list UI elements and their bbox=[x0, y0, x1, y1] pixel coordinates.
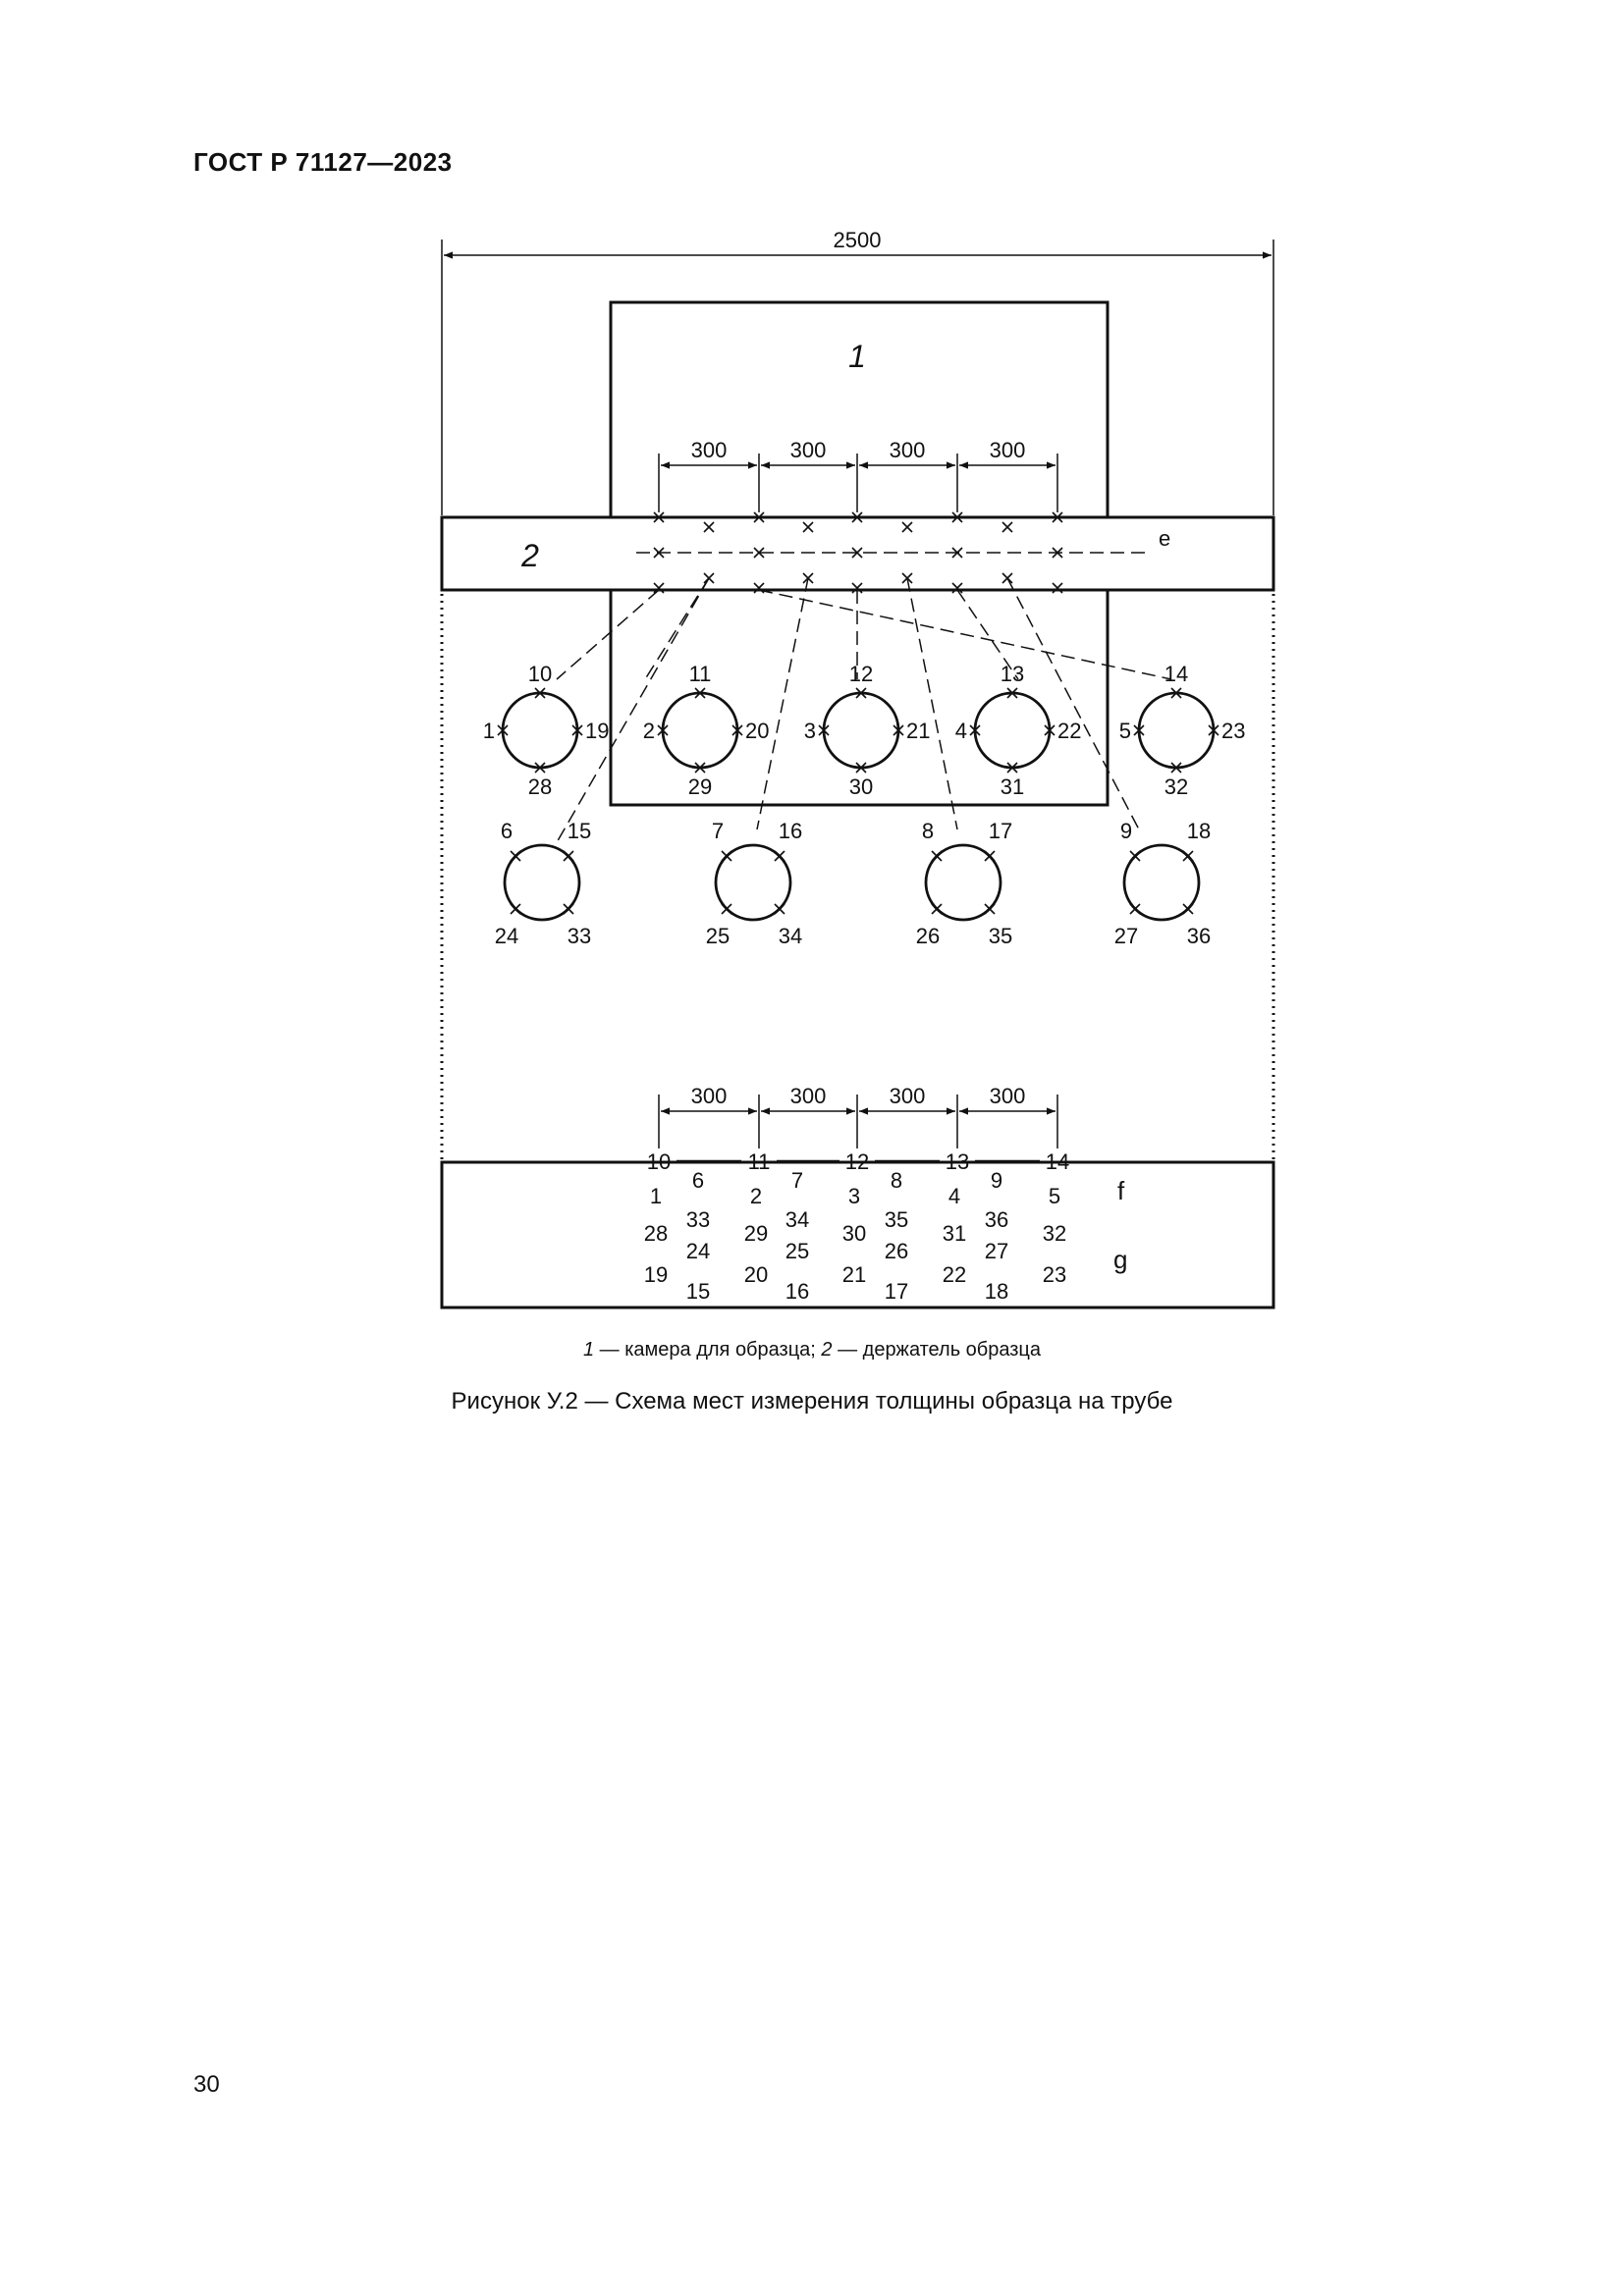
strip-value-main: 4 bbox=[947, 1184, 961, 1208]
circle-label-bottom: 28 bbox=[527, 774, 553, 799]
holder-label: 2 bbox=[521, 538, 539, 573]
circle-label-right: 23 bbox=[1221, 719, 1246, 743]
figure-caption: Рисунок У.2 — Схема мест измерения толщины образца на трубе bbox=[451, 1388, 1173, 1415]
circle-point-mark bbox=[1130, 851, 1140, 861]
circle-point-mark bbox=[1183, 904, 1193, 914]
strip-value-between: 26 bbox=[884, 1239, 909, 1263]
strip-tick-label: 13 bbox=[945, 1149, 970, 1174]
label-f: f bbox=[1117, 1176, 1125, 1205]
strip-value-between: 36 bbox=[984, 1207, 1009, 1232]
circle-label-top: 13 bbox=[1000, 662, 1025, 686]
circle-label-bottom-right: 33 bbox=[567, 924, 592, 948]
strip-value-main: 19 bbox=[643, 1262, 669, 1287]
measurement-circle bbox=[503, 693, 577, 768]
measurement-circle bbox=[1139, 693, 1214, 768]
circle-label-right: 21 bbox=[906, 719, 931, 743]
circle-label-bottom-right: 34 bbox=[778, 924, 803, 948]
circle-label-left: 4 bbox=[954, 719, 967, 743]
strip-value-between: 16 bbox=[785, 1279, 810, 1304]
circle-point-mark bbox=[511, 851, 520, 861]
strip-tick-label: 10 bbox=[646, 1149, 672, 1174]
strip-value-main: 32 bbox=[1042, 1221, 1067, 1246]
circle-label-top: 12 bbox=[848, 662, 874, 686]
strip-value-between: 8 bbox=[890, 1168, 903, 1193]
strip-tick-label: 11 bbox=[747, 1149, 771, 1174]
circle-label-top-left: 7 bbox=[711, 819, 725, 843]
circle-label-left: 5 bbox=[1118, 719, 1131, 743]
strip-value-main: 2 bbox=[749, 1184, 763, 1208]
circle-label-top-right: 18 bbox=[1186, 819, 1212, 843]
circle-label-top-left: 6 bbox=[500, 819, 514, 843]
strip-value-main: 3 bbox=[847, 1184, 861, 1208]
strip-value-between: 25 bbox=[785, 1239, 810, 1263]
circle-point-mark bbox=[511, 904, 520, 914]
circle-label-bottom: 30 bbox=[848, 774, 874, 799]
circle-point-mark bbox=[722, 851, 731, 861]
legend-text-2: — держатель образца bbox=[832, 1339, 1042, 1361]
spacing-label-top: 300 bbox=[989, 438, 1026, 462]
spacing-label-top: 300 bbox=[889, 438, 926, 462]
circle-label-right: 20 bbox=[745, 719, 770, 743]
leader-line-outer bbox=[557, 590, 659, 679]
circle-label-top-left: 8 bbox=[921, 819, 935, 843]
legend-number-2: 2 bbox=[821, 1339, 833, 1361]
standard-header: ГОСТ Р 71127—2023 bbox=[193, 147, 453, 177]
circle-label-bottom-left: 27 bbox=[1113, 924, 1139, 948]
circle-label-bottom-right: 36 bbox=[1186, 924, 1212, 948]
strip-value-between: 33 bbox=[685, 1207, 711, 1232]
strip-tick-label: 12 bbox=[844, 1149, 870, 1174]
strip-value-between: 34 bbox=[785, 1207, 810, 1232]
strip-value-between: 24 bbox=[685, 1239, 711, 1263]
chamber-label: 1 bbox=[848, 339, 866, 374]
figure-legend bbox=[0, 1339, 1624, 1362]
strip-value-main: 20 bbox=[743, 1262, 769, 1287]
circle-label-bottom-left: 26 bbox=[915, 924, 941, 948]
measurement-circle bbox=[824, 693, 898, 768]
circle-point-mark bbox=[564, 851, 573, 861]
strip-value-main: 22 bbox=[942, 1262, 967, 1287]
legend-number-1: 1 bbox=[582, 1339, 595, 1361]
circle-label-top-right: 17 bbox=[988, 819, 1013, 843]
circle-label-bottom: 32 bbox=[1164, 774, 1189, 799]
circle-label-bottom: 29 bbox=[687, 774, 713, 799]
strip-value-main: 1 bbox=[649, 1184, 663, 1208]
circle-label-left: 2 bbox=[642, 719, 655, 743]
circle-label-top-right: 15 bbox=[567, 819, 592, 843]
strip-value-between: 17 bbox=[884, 1279, 909, 1304]
measurement-circle bbox=[975, 693, 1050, 768]
circle-point-mark bbox=[564, 904, 573, 914]
circle-point-mark bbox=[1183, 851, 1193, 861]
circle-label-bottom-left: 24 bbox=[494, 924, 519, 948]
circle-label-top-right: 16 bbox=[778, 819, 803, 843]
circle-label-left: 1 bbox=[482, 719, 495, 743]
circle-point-mark bbox=[775, 851, 785, 861]
strip-value-main: 29 bbox=[743, 1221, 769, 1246]
circle-label-bottom-right: 35 bbox=[988, 924, 1013, 948]
page-number: 30 bbox=[193, 2071, 220, 2098]
spacing-label-bottom: 300 bbox=[690, 1084, 728, 1108]
circle-label-top: 11 bbox=[688, 662, 712, 686]
strip-value-between: 18 bbox=[984, 1279, 1009, 1304]
circle-label-left: 3 bbox=[803, 719, 816, 743]
legend-text-1: — камера для образца; bbox=[594, 1339, 822, 1361]
circle-label-right: 22 bbox=[1057, 719, 1082, 743]
overall-width-label: 2500 bbox=[833, 228, 882, 252]
strip-tick-label: 14 bbox=[1045, 1149, 1070, 1174]
strip-value-main: 30 bbox=[841, 1221, 867, 1246]
circle-point-mark bbox=[985, 904, 995, 914]
label-g: g bbox=[1113, 1245, 1128, 1274]
circle-point-mark bbox=[932, 904, 942, 914]
circle-point-mark bbox=[1130, 904, 1140, 914]
strip-value-between: 9 bbox=[990, 1168, 1003, 1193]
strip-value-main: 28 bbox=[643, 1221, 669, 1246]
spacing-label-bottom: 300 bbox=[789, 1084, 827, 1108]
measurement-circle bbox=[663, 693, 737, 768]
spacing-label-top: 300 bbox=[789, 438, 827, 462]
circle-point-mark bbox=[932, 851, 942, 861]
strip-value-between: 6 bbox=[691, 1168, 705, 1193]
leader-line-lower bbox=[1007, 578, 1139, 829]
strip-value-between: 35 bbox=[884, 1207, 909, 1232]
strip-value-between: 27 bbox=[984, 1239, 1009, 1263]
spacing-label-top: 300 bbox=[690, 438, 728, 462]
leader-line-lower bbox=[907, 578, 957, 829]
circle-label-right: 19 bbox=[585, 719, 610, 743]
circle-label-bottom-left: 25 bbox=[705, 924, 731, 948]
leader-line-outer bbox=[759, 590, 1171, 679]
spacing-label-bottom: 300 bbox=[889, 1084, 926, 1108]
strip-value-main: 21 bbox=[841, 1262, 867, 1287]
circle-label-bottom: 31 bbox=[1000, 774, 1025, 799]
circle-point-mark bbox=[985, 851, 995, 861]
strip-value-between: 7 bbox=[790, 1168, 804, 1193]
leader-line-lower bbox=[757, 578, 808, 829]
circle-label-top-left: 9 bbox=[1119, 819, 1133, 843]
strip-value-main: 31 bbox=[942, 1221, 967, 1246]
circle-point-mark bbox=[775, 904, 785, 914]
circle-point-mark bbox=[722, 904, 731, 914]
strip-value-between: 15 bbox=[685, 1279, 711, 1304]
strip-value-main: 23 bbox=[1042, 1262, 1067, 1287]
strip-value-main: 5 bbox=[1048, 1184, 1061, 1208]
circle-label-top: 14 bbox=[1164, 662, 1189, 686]
label-e: e bbox=[1159, 526, 1171, 551]
spacing-label-bottom: 300 bbox=[989, 1084, 1026, 1108]
circle-label-top: 10 bbox=[527, 662, 553, 686]
